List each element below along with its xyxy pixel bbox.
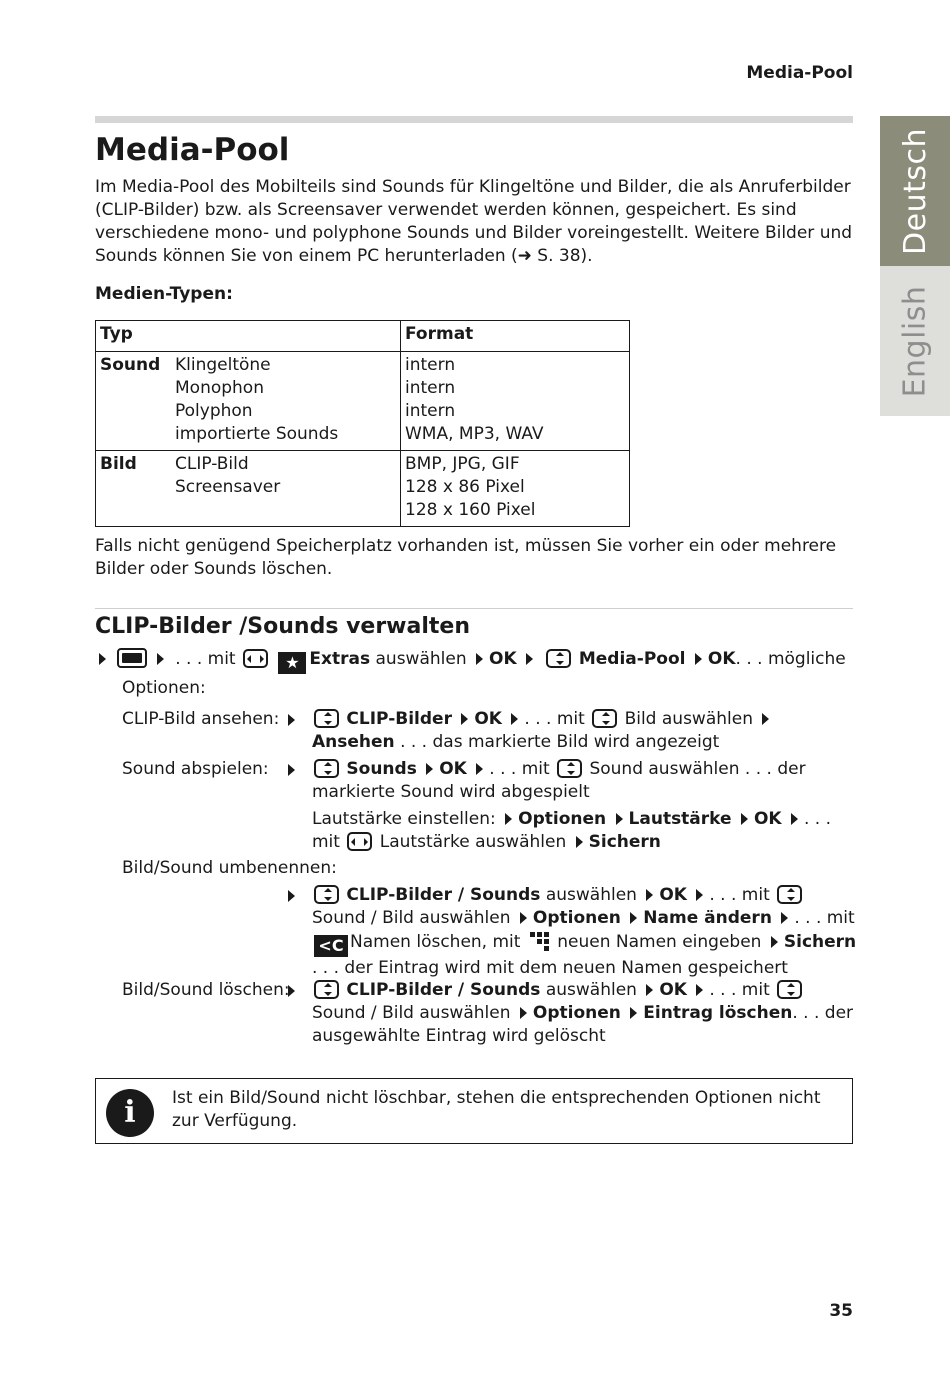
nav-key-icon <box>546 649 571 668</box>
format-value: intern <box>405 378 456 398</box>
step-arrow-icon <box>741 813 748 825</box>
option-clip-ansehen-text: CLIP-Bilder OK . . . mit Bild auswählen Ansehen . . . das markierte Bild wird angezeigt <box>312 708 857 754</box>
step-arrow-icon <box>791 813 798 825</box>
list-item: CLIP-Bild <box>175 454 249 474</box>
section-rule <box>95 608 853 609</box>
table-row <box>96 352 630 451</box>
media-types-heading: Medien-Typen: <box>95 284 233 304</box>
option-lautstaerke-text: Lautstärke einstellen: Optionen Lautstärke OK . . . mit Lautstärke auswählen Sichern <box>312 809 832 852</box>
tab-english[interactable] <box>880 266 950 416</box>
nav-key-icon <box>314 885 339 904</box>
info-icon: i <box>106 1089 154 1137</box>
tab-deutsch-label: Deutsch <box>897 127 933 255</box>
list-item: Screensaver <box>175 477 281 497</box>
table-header-row <box>96 321 630 352</box>
step-arrow-icon <box>99 653 106 665</box>
format-value: 128 x 160 Pixel <box>405 500 536 520</box>
format-value: WMA, MP3, WAV <box>405 424 544 444</box>
page-title: Media-Pool <box>95 132 290 168</box>
media-types-table <box>95 320 630 527</box>
menu-key-icon <box>117 648 147 668</box>
info-note-text: Ist ein Bild/Sound nicht löschbar, stehen die entsprechenden Optionen nicht zur Verfügung. <box>172 1088 821 1131</box>
nav-key-icon <box>592 709 617 728</box>
step-arrow-icon <box>696 889 703 901</box>
step-arrow-icon <box>476 763 483 775</box>
star-icon: ★ <box>278 652 306 674</box>
step-arrow-icon <box>461 713 468 725</box>
nav-key-icon <box>777 980 802 999</box>
section-title: CLIP-Bilder /Sounds verwalten <box>95 614 470 639</box>
nav-key-icon <box>314 709 339 728</box>
back-key-icon: <C <box>314 935 348 957</box>
format-value: 128 x 86 Pixel <box>405 477 525 497</box>
nav-key-icon <box>314 980 339 999</box>
running-header: Media-Pool <box>746 63 853 83</box>
step-arrow-icon <box>781 912 788 924</box>
step-arrow-icon <box>526 653 533 665</box>
step-arrow-icon <box>288 764 295 776</box>
list-item: Klingeltöne <box>175 355 271 375</box>
step-arrow-icon <box>762 713 769 725</box>
intro-text: Im Media-Pool des Mobilteils sind Sounds für Klingeltöne und Bilder, die als Anruferbilder (CLIP-Bilder) bzw. als Screensaver verwendet werden können, gespeichert. Es sind verschiedene mono- und polyphone Sounds und Bilder voreingestellt. Weitere Bilder und Sounds können Sie von einem PC herunterladen ( <box>95 177 853 266</box>
step-arrow-icon <box>520 912 527 924</box>
option-umbenennen-text: CLIP-Bilder / Sounds auswählen OK . . . mit Sound / Bild auswählen Optionen Name ändern . . . mit<C Namen löschen, mit neuen Namen eingeben Sichern . . . der Eintrag wird mit dem neuen Namen gespeichert <box>312 885 857 978</box>
option-loeschen-text: CLIP-Bilder / Sounds auswählen OK . . . mit Sound / Bild auswählen Optionen Eintrag löschen. . . der ausgewählte Eintrag wird gelöscht <box>312 980 854 1046</box>
tab-english-label: English <box>897 285 933 397</box>
sound-group <box>100 354 396 446</box>
nav-key-icon <box>557 759 582 778</box>
table-row <box>96 451 630 527</box>
table-header-typ: Typ <box>96 321 401 352</box>
info-note-box <box>95 1078 853 1144</box>
step-arrow-icon <box>426 763 433 775</box>
list-item: Polyphon <box>175 401 253 421</box>
option-clip-ansehen-label: CLIP-Bild ansehen: <box>122 709 280 729</box>
group-label: Bild <box>100 454 137 474</box>
step-arrow-icon <box>288 714 295 726</box>
nav-key-icon <box>777 885 802 904</box>
bild-group <box>100 453 396 499</box>
table-header-format: Format <box>401 321 630 352</box>
nav-key-icon <box>243 649 268 668</box>
list-item: importierte Sounds <box>175 424 339 444</box>
nav-key-icon <box>347 832 372 851</box>
step-arrow-icon <box>288 890 295 902</box>
step-arrow-icon <box>696 984 703 996</box>
group-label: Sound <box>100 355 161 375</box>
list-item: Monophon <box>175 378 264 398</box>
step-arrow-icon <box>646 889 653 901</box>
tab-deutsch[interactable] <box>880 116 950 266</box>
step-arrow-icon <box>695 653 702 665</box>
step-arrow-icon <box>157 653 164 665</box>
option-sound-abspielen-text: Sounds OK . . . mit Sound auswählen . . . der markierte Sound wird abgespielt <box>312 759 806 802</box>
intro-paragraph <box>95 176 855 268</box>
page-reference-link[interactable]: ➜ S. 38). <box>517 246 593 266</box>
storage-note: Falls nicht genügend Speicherplatz vorhanden ist, müssen Sie vorher ein oder mehrere Bilder oder Sounds löschen. <box>95 536 837 579</box>
step-arrow-icon <box>646 984 653 996</box>
step-arrow-icon <box>288 985 295 997</box>
step-arrow-icon <box>476 653 483 665</box>
step-arrow-icon <box>511 713 518 725</box>
step-arrow-icon <box>630 1007 637 1019</box>
step-arrow-icon <box>630 912 637 924</box>
step-arrow-icon <box>520 1007 527 1019</box>
step-arrow-icon <box>576 836 583 848</box>
step-arrow-icon <box>616 813 623 825</box>
nav-key-icon <box>314 759 339 778</box>
top-rule <box>95 116 853 123</box>
option-loeschen-label: Bild/Sound löschen: <box>122 980 290 1000</box>
format-value: intern <box>405 401 456 421</box>
option-umbenennen-label: Bild/Sound umbenennen: <box>122 858 337 878</box>
optionen-label: Optionen: <box>122 678 206 698</box>
format-value: intern <box>405 355 456 375</box>
option-sound-abspielen-label: Sound abspielen: <box>122 759 269 779</box>
format-value: BMP, JPG, GIF <box>405 454 520 474</box>
step-arrow-icon <box>771 936 778 948</box>
step-open-media-pool: . . . mit ★ Extras auswählen OK Media-Pool OK. . . mögliche <box>95 648 846 674</box>
step-arrow-icon <box>505 813 512 825</box>
page-number: 35 <box>829 1301 853 1321</box>
keypad-icon <box>528 930 550 952</box>
